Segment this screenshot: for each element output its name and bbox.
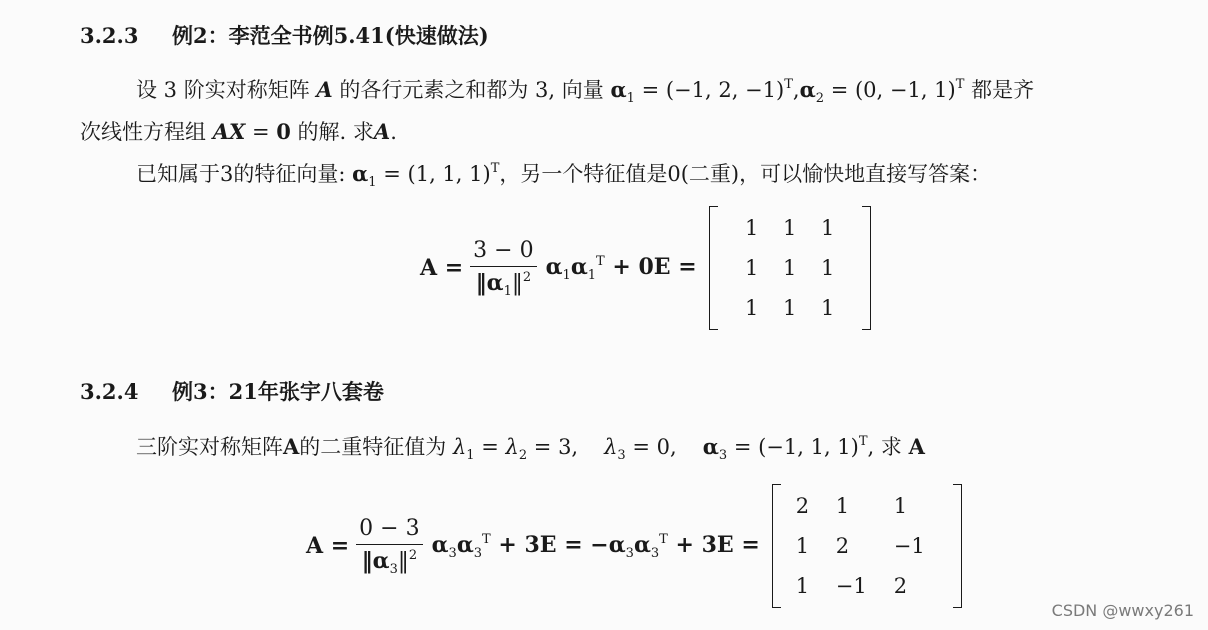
norm-bar: ‖: [511, 270, 523, 296]
matrix-symbol: A: [373, 119, 391, 144]
section-title: 例2：李范全书例5.41(快速做法): [172, 23, 489, 48]
problem-statement-line-1: [136, 74, 1034, 106]
transpose-mark: T: [482, 531, 491, 547]
lambda-symbol: λ: [604, 435, 618, 459]
result-matrix: [709, 206, 871, 330]
matrix-row: [796, 526, 938, 566]
subscript: 3: [625, 545, 634, 561]
alpha-symbol: α: [431, 531, 449, 558]
subscript: 1: [587, 267, 597, 283]
text: 的各行元素之和都为 3, 向量: [332, 78, 611, 102]
alpha-symbol: α: [799, 77, 816, 102]
equation-1: [420, 206, 871, 330]
problem-statement-line-2: [80, 116, 397, 146]
matrix-cell: 2: [893, 574, 908, 598]
matrix-cell: 1: [820, 256, 835, 280]
norm-bar: ‖: [397, 548, 409, 574]
equation-tail: + 3E =: [667, 531, 760, 558]
text: , 求: [867, 435, 909, 459]
section-heading-3-2-3: [80, 20, 489, 50]
text: = 3,: [527, 435, 579, 459]
subscript: 1: [562, 267, 571, 283]
transpose-mark: T: [858, 434, 868, 449]
subscript: 3: [473, 545, 483, 561]
transpose-mark: T: [490, 161, 500, 176]
matrix-cell: 1: [782, 216, 797, 240]
text: ,: [792, 78, 800, 102]
equation-lhs: AX: [212, 119, 246, 144]
matrix-cell: −1: [835, 574, 867, 598]
subscript: 1: [368, 175, 377, 190]
subscript: 2: [518, 448, 528, 463]
subscript: 3: [389, 561, 398, 577]
section-number: 3.2.4: [80, 379, 139, 404]
zero-vector: 0: [276, 119, 291, 144]
equation-tail: + 0E =: [604, 253, 697, 280]
alpha-symbol: α: [702, 434, 719, 459]
outer-product-term: [546, 254, 697, 283]
result-matrix: [772, 484, 962, 608]
transpose-mark: T: [955, 77, 965, 92]
subscript: 1: [466, 448, 475, 463]
exponent: 2: [408, 547, 418, 563]
matrix-cell: 1: [795, 574, 810, 598]
text: =: [474, 435, 506, 459]
matrix-cell: −1: [893, 534, 925, 558]
outer-product-term: [432, 532, 760, 561]
matrix-cell: 1: [782, 296, 797, 320]
text: 的二重特征值为: [299, 435, 453, 459]
text: =: [245, 120, 277, 144]
subscript: 3: [650, 545, 660, 561]
lambda-symbol: λ: [452, 435, 467, 459]
equation-2: [306, 484, 962, 608]
subscript: 2: [815, 91, 825, 106]
text: = 0,: [625, 435, 677, 459]
solution-note: [136, 158, 991, 190]
matrix-cell: 1: [820, 216, 835, 240]
matrix-row: [733, 288, 847, 328]
section-title: 例3：21年张宇八套卷: [172, 379, 384, 404]
matrix-cell: 1: [795, 534, 810, 558]
vector-value: = (1, 1, 1): [376, 162, 491, 186]
alpha-symbol: α: [352, 161, 369, 186]
watermark: CSDN @wwxy261: [1051, 601, 1194, 620]
matrix-cell: 2: [795, 494, 810, 518]
matrix-row: [733, 248, 847, 288]
subscript: 3: [448, 545, 457, 561]
matrix-symbol: A: [283, 434, 300, 459]
norm-alpha: ‖α: [361, 547, 390, 574]
text: ，另一个特征值是0(二重)，可以愉快地直接写答案：: [499, 162, 992, 186]
transpose-mark: T: [596, 253, 605, 269]
equation-lhs: A =: [420, 255, 464, 281]
text: 已知属于3的特征向量:: [136, 162, 353, 186]
text: .: [390, 120, 397, 144]
subscript: 3: [718, 448, 728, 463]
vector-value: = (−1, 2, −1): [634, 78, 785, 102]
equation-mid: + 3E = −: [490, 531, 609, 558]
alpha-symbol: α: [610, 77, 627, 102]
matrix-cell: 1: [744, 256, 759, 280]
text: 设 3 阶实对称矩阵: [136, 78, 317, 102]
lambda-symbol: λ: [505, 435, 519, 459]
vector-value: = (−1, 1, 1): [727, 435, 859, 459]
alpha-symbol: α: [608, 531, 626, 558]
text: 次线性方程组: [80, 120, 213, 144]
fraction-denominator: [356, 544, 424, 577]
equation-lhs: A =: [306, 533, 350, 559]
norm-alpha: ‖α: [475, 269, 504, 296]
subscript: 3: [617, 448, 626, 463]
subscript: 1: [503, 283, 512, 299]
matrix-row: [733, 208, 847, 248]
fraction-numerator: 3 − 0: [473, 237, 534, 263]
alpha-symbol: α: [633, 531, 651, 558]
alpha-symbol: α: [570, 253, 588, 280]
text: 的解. 求: [290, 120, 374, 144]
alpha-symbol: α: [545, 253, 563, 280]
matrix-row: [796, 486, 938, 526]
matrix-cell: 1: [820, 296, 835, 320]
vector-value: = (0, −1, 1): [824, 78, 956, 102]
matrix-cell: 1: [835, 494, 850, 518]
matrix-cell: 1: [744, 216, 759, 240]
section-heading-3-2-4: [80, 376, 384, 406]
matrix-symbol: A: [316, 77, 333, 102]
matrix-row: [796, 566, 938, 606]
transpose-mark: T: [784, 77, 793, 92]
matrix-cell: 1: [782, 256, 797, 280]
fraction-numerator: 0 − 3: [359, 515, 420, 541]
matrix-cell: 1: [893, 494, 908, 518]
problem-statement-2: [136, 431, 925, 463]
alpha-symbol: α: [456, 531, 474, 558]
text: 三阶实对称矩阵: [136, 435, 283, 459]
fraction: [353, 516, 425, 577]
fraction: [467, 238, 539, 299]
fraction-denominator: [470, 266, 538, 299]
section-number: 3.2.3: [80, 23, 139, 48]
matrix-symbol: A: [908, 434, 925, 459]
exponent: 2: [522, 269, 532, 285]
matrix-cell: 2: [835, 534, 850, 558]
matrix-cell: 1: [744, 296, 759, 320]
transpose-mark: T: [659, 531, 668, 547]
text: 都是齐: [964, 78, 1035, 102]
subscript: 1: [626, 91, 635, 106]
